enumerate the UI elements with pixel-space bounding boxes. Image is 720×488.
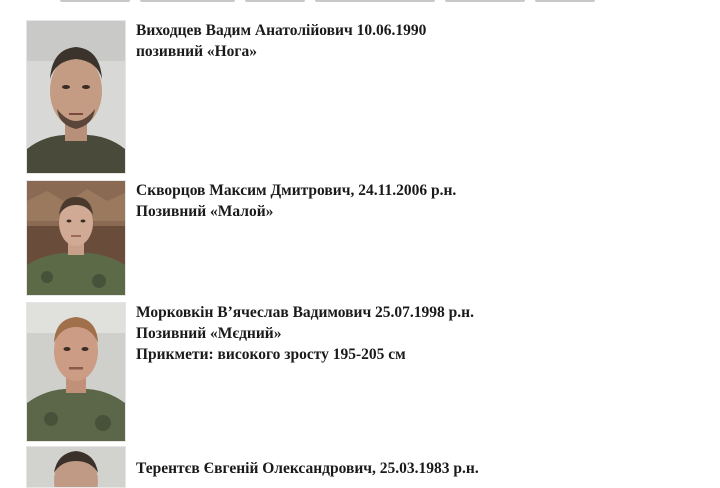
features-line: Прикмети: високого зросту 195-205 см — [136, 346, 406, 363]
callsign-line: Позивний «Мєдний» — [136, 325, 282, 342]
callsign-line: Позивний «Малой» — [136, 203, 274, 220]
person-name-line: Морковкін В’ячеслав Вадимович 25.07.1998 р.н. — [136, 304, 474, 321]
person-photo-1 — [26, 20, 126, 174]
callsign-line: позивний «Нога» — [136, 43, 257, 60]
person-photo-4 — [26, 446, 126, 488]
person-name-line: Скворцов Максим Дмитрович, 24.11.2006 р.н. — [136, 182, 457, 199]
cut-off-text-line — [0, 0, 720, 6]
person-photo-3 — [26, 302, 126, 442]
person-name-line: Терентєв Євгеній Олександрович, 25.03.1983 р.н. — [136, 460, 479, 477]
person-photo-2 — [26, 180, 126, 296]
person-name-line: Виходцев Вадим Анатолійович 10.06.1990 — [136, 22, 427, 39]
